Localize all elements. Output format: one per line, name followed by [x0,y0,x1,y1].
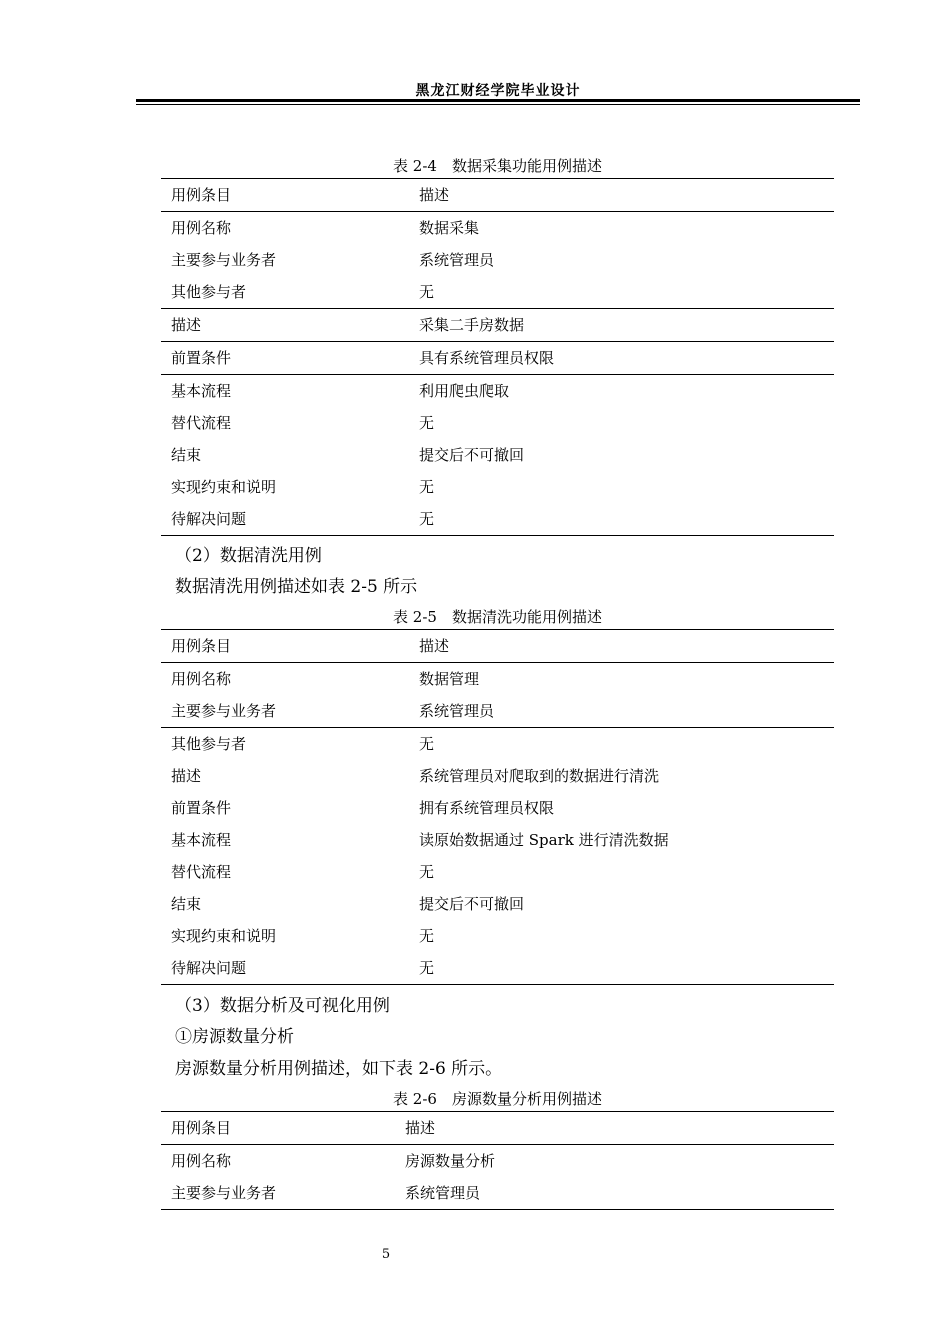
table-cell: 描述 [161,309,409,342]
table-row [161,695,834,728]
table-cell: 用例条目 [161,1112,395,1145]
table-row [161,1112,834,1145]
table-cell: 用例名称 [161,663,409,696]
table-cell: 实现约束和说明 [171,926,277,945]
table-cell: 其他参与者 [161,728,409,761]
body-paragraph: 数据清洗用例描述如表 2-5 所示 [175,577,418,597]
table-row [161,760,834,792]
table-cell: 提交后不可撤回 [419,894,525,913]
use-case-table [161,1111,834,1210]
table-row [161,503,834,536]
use-case-table [161,178,834,536]
table-cell: 主要参与业务者 [171,701,277,720]
table-cell: 基本流程 [171,830,232,849]
table-cell: 利用爬虫爬取 [409,375,834,408]
header-rule-thick [136,99,860,102]
table-row [161,824,834,856]
page-number: 5 [381,1247,391,1262]
table-row [161,309,834,342]
table-cell: 描述 [171,766,202,785]
table-caption: 表 2-4 数据采集功能用例描述 [393,157,602,175]
table-row [161,244,834,276]
section-heading: （3）数据分析及可视化用例 [175,996,390,1016]
table-row [161,888,834,920]
table-cell: 拥有系统管理员权限 [419,798,555,817]
table-row [161,439,834,471]
table-row [161,1177,834,1210]
table-cell: 用例条目 [161,630,409,663]
table-cell: 系统管理员 [419,250,495,269]
table-row [161,952,834,985]
table-cell: 无 [409,952,834,985]
table-row [161,342,834,375]
table-cell: 用例名称 [161,212,409,245]
table-row [161,728,834,761]
table-cell: 无 [419,477,435,496]
section-heading: （2）数据清洗用例 [175,546,322,566]
table-cell: 描述 [395,1112,834,1145]
table-cell: 描述 [409,630,834,663]
header-rule-thin [136,104,860,105]
table-cell: 结束 [171,894,202,913]
table-row [161,212,834,245]
table-cell: 替代流程 [171,862,232,881]
table-cell: 用例名称 [161,1145,395,1178]
table-cell: 基本流程 [161,375,409,408]
table-row [161,630,834,663]
table-caption: 表 2-5 数据清洗功能用例描述 [393,608,602,626]
table-row [161,1145,834,1178]
table-cell: 无 [419,413,435,432]
subsection-heading: ①房源数量分析 [175,1027,294,1047]
table-cell: 主要参与业务者 [161,1177,395,1210]
table-caption: 表 2-6 房源数量分析用例描述 [393,1090,602,1108]
table-cell: 系统管理员对爬取到的数据进行清洗 [419,766,660,785]
table-cell: 数据管理 [409,663,834,696]
table-cell: 前置条件 [161,342,409,375]
table-cell: 其他参与者 [171,282,247,301]
table-cell: 无 [409,728,834,761]
table-cell: 待解决问题 [161,503,409,536]
table-row [161,179,834,212]
use-case-table [161,629,834,985]
table-row [161,471,834,503]
table-cell: 采集二手房数据 [409,309,834,342]
table-cell: 提交后不可撤回 [419,445,525,464]
table-row [161,375,834,408]
table-cell: 实现约束和说明 [171,477,277,496]
table-cell: 系统管理员 [395,1177,834,1210]
table-cell: 无 [419,862,435,881]
table-cell: 描述 [409,179,834,212]
table-cell: 用例条目 [161,179,409,212]
body-paragraph: 房源数量分析用例描述，如下表 2-6 所示。 [175,1059,503,1079]
table-row [161,792,834,824]
table-cell: 无 [419,282,435,301]
table-cell: 房源数量分析 [395,1145,834,1178]
table-cell: 前置条件 [171,798,232,817]
table-cell: 替代流程 [171,413,232,432]
table-cell: 读原始数据通过 Spark 进行清洗数据 [419,830,669,849]
table-cell: 主要参与业务者 [171,250,277,269]
table-row [161,663,834,696]
table-cell: 结束 [171,445,202,464]
table-cell: 数据采集 [409,212,834,245]
table-row [161,856,834,888]
table-row [161,407,834,439]
table-cell: 无 [409,503,834,536]
table-cell: 无 [419,926,435,945]
table-cell: 具有系统管理员权限 [409,342,834,375]
page-header-title: 黑龙江财经学院毕业设计 [415,83,581,99]
table-row [161,920,834,952]
table-row [161,276,834,309]
table-cell: 待解决问题 [161,952,409,985]
table-cell: 系统管理员 [419,701,495,720]
